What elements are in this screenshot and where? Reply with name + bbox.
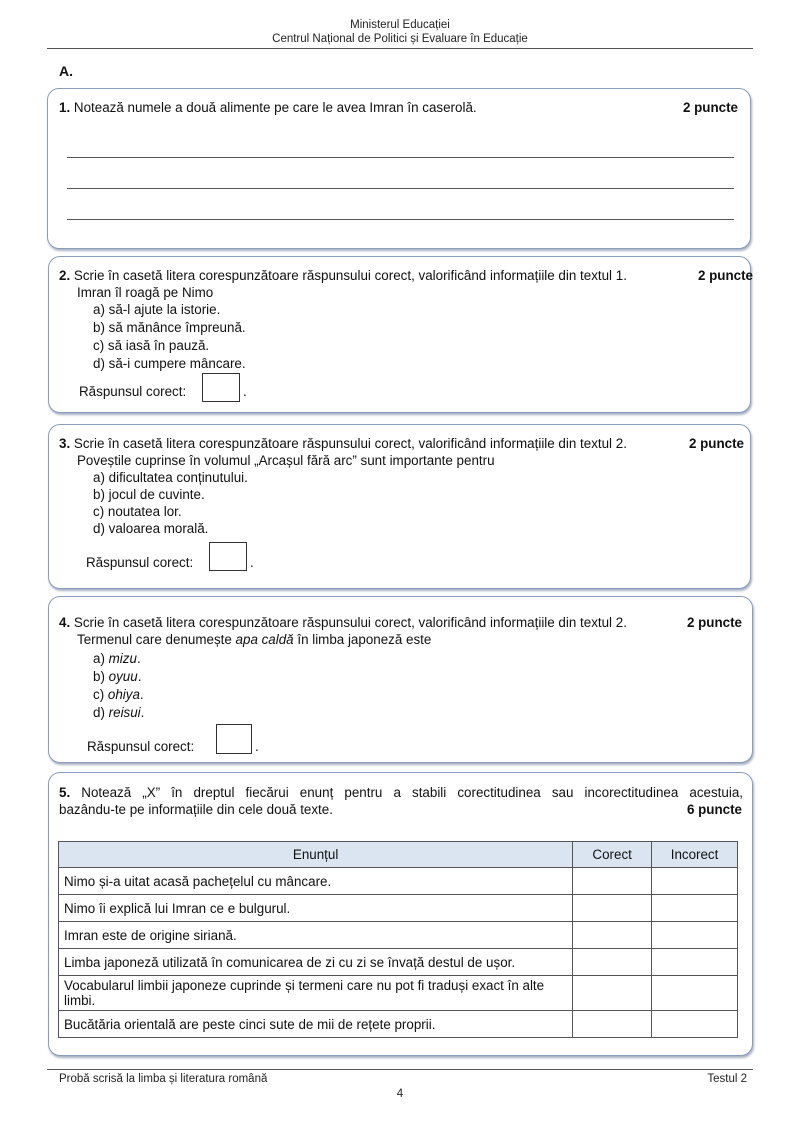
incorect-cell[interactable]: [652, 949, 738, 976]
corect-cell[interactable]: [573, 895, 652, 922]
table-header-row: [59, 842, 738, 868]
question-number: 2.: [59, 268, 71, 283]
header-ministry: Ministerul Educației: [350, 19, 450, 31]
answer-box[interactable]: [216, 724, 252, 754]
question-text: Scrie în casetă litera corespunzătoare răspunsului corect, valorificând informațiile din textul 2.: [73, 436, 627, 451]
incorect-cell[interactable]: [652, 868, 738, 895]
answer-suffix: .: [243, 384, 247, 399]
question-number: 5.: [59, 785, 71, 800]
statement-cell: Bucătăria orientală are peste cinci sute de mii de rețete proprii.: [59, 1011, 573, 1038]
corect-cell[interactable]: [573, 1011, 652, 1038]
option-c: c) să iasă în pauză.: [93, 338, 210, 353]
answer-label: Răspunsul corect:: [79, 384, 187, 399]
option-d: d) valoarea morală.: [93, 521, 209, 536]
answer-suffix: .: [255, 739, 259, 754]
section-label: A.: [59, 63, 73, 79]
statement-cell: Limba japoneză utilizată în comunicarea de zi cu zi se învață destul de ușor.: [59, 949, 573, 976]
question-3-prompt: [59, 436, 627, 451]
incorect-cell[interactable]: [652, 895, 738, 922]
corect-cell[interactable]: [573, 922, 652, 949]
column-header-corect: Corect: [573, 842, 652, 868]
question-2-box: [48, 256, 751, 413]
option-d: d) să-i cumpere mâncare.: [93, 356, 246, 371]
table-row: [59, 868, 738, 895]
column-header-enuntul: Enunțul: [59, 842, 573, 868]
question-2-points: 2 puncte: [697, 268, 753, 283]
answer-line-3[interactable]: [67, 219, 734, 220]
question-3-box: [48, 424, 751, 589]
option-c: c) noutatea lor.: [93, 504, 182, 519]
question-1-points: 2 puncte: [682, 100, 738, 115]
table-row: [59, 895, 738, 922]
question-1-prompt: [59, 100, 477, 115]
answer-line-1[interactable]: [67, 157, 734, 158]
answer-line-2[interactable]: [67, 188, 734, 189]
statement-cell: Nimo îi explică lui Imran ce e bulgurul.: [59, 895, 573, 922]
question-4-box: [48, 596, 753, 763]
statement-cell: Imran este de origine siriană.: [59, 922, 573, 949]
question-number: 4.: [59, 615, 71, 630]
table-row: [59, 922, 738, 949]
incorect-cell[interactable]: [652, 922, 738, 949]
option-a: a) să-l ajute la istorie.: [93, 302, 221, 317]
question-5-points: 6 puncte: [686, 802, 742, 817]
question-4-prompt: [59, 615, 627, 630]
option-b: b) jocul de cuvinte.: [93, 487, 205, 502]
header-center: Centrul Național de Politici și Evaluare în Educație: [272, 33, 528, 45]
statement-cell: Nimo și-a uitat acasă pachețelul cu mâncare.: [59, 868, 573, 895]
question-text: Scrie în casetă litera corespunzătoare răspunsului corect, valorificând informațiile din textul 2.: [73, 615, 627, 630]
answer-label: Răspunsul corect:: [86, 555, 194, 570]
question-5-box: [48, 772, 753, 1056]
question-number: 3.: [59, 436, 71, 451]
question-3-stem: Poveștile cuprinse în volumul „Arcașul fără arc” sunt importante pentru: [77, 453, 495, 468]
question-2-stem: Imran îl roagă pe Nimo: [77, 285, 214, 300]
table-row: [59, 1011, 738, 1038]
footer-divider: [47, 1069, 753, 1070]
footer-test-number: Testul 2: [707, 1073, 747, 1085]
italic-term: apa caldă: [235, 632, 294, 647]
page-number: 4: [396, 1088, 404, 1100]
question-text: Scrie în casetă litera corespunzătoare răspunsului corect, valorificând informațiile din textul 1.: [73, 268, 627, 283]
table-row: [59, 976, 738, 1011]
question-5-prompt-line1: [59, 785, 743, 800]
answer-box[interactable]: [202, 373, 240, 402]
statement-cell: Vocabularul limbii japoneze cuprinde și termeni care nu pot fi traduși exact în alte limbi.: [59, 976, 573, 1011]
footer-exam-title: Probă scrisă la limba și literatura română: [59, 1073, 268, 1085]
table-row: [59, 949, 738, 976]
option-a: a) mizu.: [93, 651, 141, 666]
question-2-prompt: [59, 268, 627, 283]
statements-table: [58, 841, 738, 1038]
question-4-stem: Termenul care denumește apa caldă în limba japoneză este: [77, 632, 432, 647]
column-header-incorect: Incorect: [652, 842, 738, 868]
answer-box[interactable]: [209, 542, 247, 571]
question-4-points: 2 puncte: [686, 615, 742, 630]
answer-suffix: .: [250, 555, 254, 570]
question-1-box: [47, 88, 751, 249]
question-text: Notează „X” în dreptul fiecărui enunț pentru a stabili corectitudinea sau incorectitudinea acestuia,: [81, 785, 743, 800]
option-d: d) reisui.: [93, 705, 145, 720]
option-c: c) ohiya.: [93, 687, 144, 702]
corect-cell[interactable]: [573, 976, 652, 1011]
incorect-cell[interactable]: [652, 976, 738, 1011]
question-text: Notează numele a două alimente pe care le avea Imran în caserolă.: [73, 100, 477, 115]
option-a: a) dificultatea conținutului.: [93, 470, 248, 485]
option-b: b) oyuu.: [93, 669, 142, 684]
corect-cell[interactable]: [573, 868, 652, 895]
incorect-cell[interactable]: [652, 1011, 738, 1038]
question-5-prompt-line2: bazându-te pe informațiile din cele două texte.: [59, 802, 333, 817]
question-number: 1.: [59, 100, 71, 115]
question-3-points: 2 puncte: [688, 436, 744, 451]
header-divider: [47, 48, 753, 49]
corect-cell[interactable]: [573, 949, 652, 976]
option-b: b) să mănânce împreună.: [93, 320, 246, 335]
answer-label: Răspunsul corect:: [87, 739, 195, 754]
